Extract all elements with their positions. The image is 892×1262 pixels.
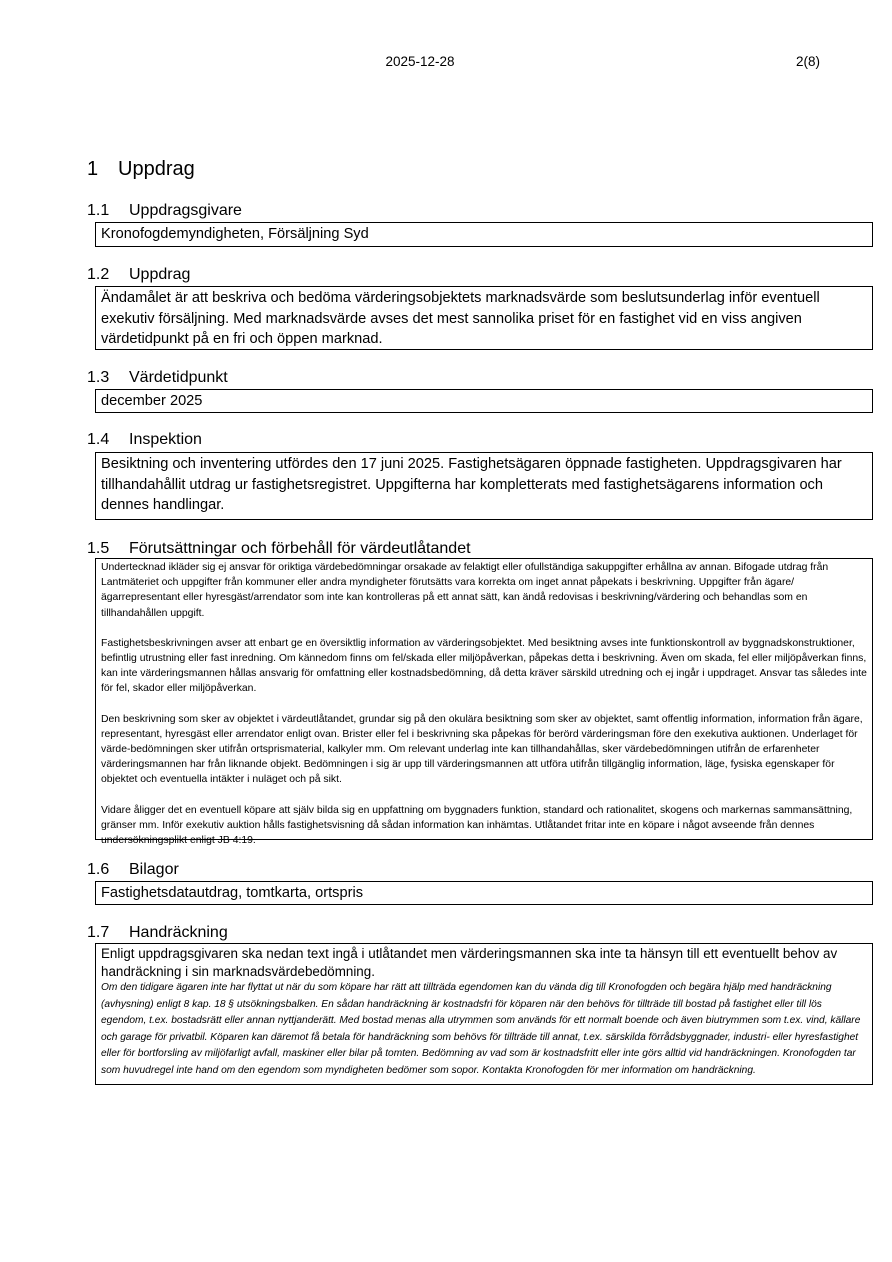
box-forutsattningar — [95, 558, 873, 847]
heading-title: Inspektion — [129, 431, 202, 448]
heading-number: 1.1 — [87, 202, 110, 219]
heading-title: Värdetidpunkt — [129, 369, 228, 386]
box-text: Ändamålet är att beskriva och bedöma värderingsobjektets marknadsvärde som beslutsunderlag inför eventuell exekutiv försäljning. Med marknadsvärde avses det mest sannolika priset för en fastighet vid en viss angiven värdetidpunkt på en fri och öppen marknad. — [101, 290, 820, 347]
heading-title: Handräckning — [129, 924, 228, 941]
heading-number: 1.2 — [87, 266, 110, 283]
box-bilagor — [95, 881, 873, 905]
box-text: december 2025 — [101, 393, 203, 409]
header-date: 2025-12-28 — [385, 54, 455, 69]
heading-number: 1.4 — [87, 431, 110, 448]
heading-1-7 — [87, 923, 228, 943]
heading-number: 1.7 — [87, 924, 110, 941]
box-uppdragsgivare — [95, 222, 873, 247]
heading-title: Uppdrag — [129, 266, 191, 283]
heading-1-1 — [87, 201, 242, 221]
heading-number: 1.6 — [87, 861, 110, 878]
paragraph-2: Fastighetsbeskrivningen avser att enbart ge en översiktlig information av värderingsobjektet. Med besiktning avses inte funktionskontroll av byggnadskonstruktioner, befintlig utrustning eller fast inredning. Om kännedom finns om fel/skada eller miljöpåverkan, påpekas detta i beskrivning. Även om skada, fel eller miljöpåverkan finns, kan inte värderingsmannen hållas ansvarig för omfattning eller kostnadsbedömning, då detta kräver särskild utredning och ej ingår i uppdraget. Ansvar tas således inte för fel, skador eller miljöpåverkan. — [101, 637, 867, 695]
paragraph-1: Undertecknad ikläder sig ej ansvar för oriktiga värdebedömningar orsakade av felaktigt eller ofullständiga sakuppgifter erhållna av annan. Bifogade utdrag från Lantmäteriet och uppgifter från kommuner eller andra myndigheter förutsätts vara korrekta om inget annat påpekats i beskrivning. Uppgifter från ägare/ägarrepresentant eller hyresgäst/arrendator som inte kan kontrolleras på ett annat sätt, kan ändå redovisas i beskrivning/värdering och behandlas som en tillhandahållen uppgift. — [101, 562, 829, 619]
heading-title: Förutsättningar och förbehåll för värdeutlåtandet — [129, 540, 471, 557]
heading-title: Uppdragsgivare — [129, 202, 242, 219]
heading-1-2 — [87, 265, 190, 285]
box-text: Fastighetsdatautdrag, tomtkarta, ortspris — [101, 885, 363, 901]
heading-title: Bilagor — [129, 861, 179, 878]
heading-1-4 — [87, 430, 202, 450]
heading-number: 1.5 — [87, 540, 110, 557]
header-page-number: 2(8) — [795, 54, 820, 69]
paragraph-4: Vidare åligger det en eventuell köpare att själv bilda sig en uppfattning om byggnaders funktion, standard och rationalitet, skogens och markernas sammansättning, gränser mm. Inför exekutiv auktion hålls fastighetsvisning då sådan information kan inhämtas. Utlåtandet fritar inte en köpare i något avseende från dennes undersökningsplikt enligt JB 4:19. — [101, 804, 853, 847]
box-text: Besiktning och inventering utfördes den 17 juni 2025. Fastighetsägaren öppnade fastigheten. Uppdragsgivaren har tillhandahållit utdrag ur fastighetsregistret. Uppgifterna har kompletterats med fastighetsägarens information och dennes handlingar. — [101, 456, 842, 513]
box-inspektion — [95, 452, 873, 520]
handrackning-italic: Om den tidigare ägaren inte har flyttat ut när du som köpare har rätt att tillträda egendomen kan du vända dig till Kronofogden och begära hjälp med handräckning (avhysning) enligt 8 kap. 18 § utsökningsbalken. En sådan handräckning är kostnadsfri för köparen när den behövs för tillträde till bostad på fastighet eller till lös egendom, t.ex. bostadsrätt eller annan nyttjanderätt. Med bostad menas alla utrymmen som används för ett normalt boende och även biutrymmen som t.ex. vind, källare och garage för privatbil. Köparen kan däremot få betala för handräckning som behövs för tillträde till annat, t.ex. särskilda förrådsbyggnader, industri- eller hyresfastighet eller för bortforsling av miljöfarligt avfall, maskiner eller bilar på tomten. Bedömning av vad som är kostnadsfritt eller inte görs alltid vid handräckningen. Kronofogden tar som huvudregel inte hand om den egendom som myndigheten bedömer som sopor. Kontakta Kronofogden för mer information om handräckning. — [101, 982, 861, 1076]
heading-1-3 — [87, 368, 228, 388]
paragraph-3: Den beskrivning som sker av objektet i värdeutlåtandet, grundar sig på den okulära besiktning som sker av objektet, samt offentlig information, information från ägare, representant, hyresgäst eller arrendator enligt ovan. Brister eller fel i beskrivning ska påpekas för berörd värderingsman före den exekutiva auktionen. Underlaget för värde-bedömningen sker utifrån ortsprismaterial, kalkyler mm. Om relevant underlag inte kan tillhandahållas, sker värdebedömningen utifrån de erfarenheter värderingsmannen har från liknande objekt. Bedömningen i sig är upp till värderingsmannen att utföra utifrån tillgänglig information, läge, fysiska egenskaper för objektet och eventuella intäkter i nuläget och på sikt. — [101, 713, 863, 786]
heading-number: 1.3 — [87, 369, 110, 386]
box-handrackning — [95, 943, 873, 1085]
section-number: 1 — [87, 158, 99, 180]
section-heading — [87, 158, 195, 181]
heading-1-6 — [87, 860, 179, 880]
section-title: Uppdrag — [118, 158, 195, 180]
handrackning-intro: Enligt uppdragsgivaren ska nedan text ingå i utlåtandet men värderingsmannen ska inte ta hänsyn till ett eventuellt behov av handräckning i sin marknadsvärdebedömning. — [101, 946, 838, 979]
box-text: Kronofogdemyndigheten, Försäljning Syd — [101, 226, 369, 242]
heading-1-5 — [87, 539, 471, 559]
box-uppdrag — [95, 286, 873, 350]
box-vardetidpunkt — [95, 389, 873, 413]
